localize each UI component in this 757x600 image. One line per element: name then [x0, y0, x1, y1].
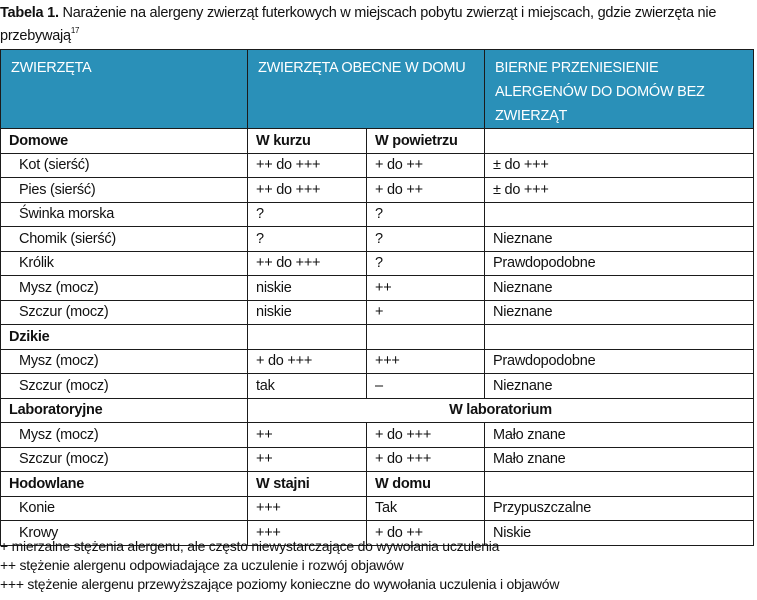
animal-cell: Pies (sierść)	[1, 178, 248, 203]
animal-cell: Kot (sierść)	[1, 153, 248, 178]
value-cell: ++	[248, 447, 367, 472]
value-cell: ++ do +++	[248, 178, 367, 203]
value-cell: ?	[367, 202, 485, 227]
subheader-cell	[485, 472, 754, 497]
animal-cell: Konie	[1, 496, 248, 521]
value-cell: + do +++	[367, 423, 485, 448]
transfer-cell: Przypuszczalne	[485, 496, 754, 521]
value-cell: +++	[367, 349, 485, 374]
table-row	[1, 276, 754, 301]
transfer-cell: Niskie	[485, 521, 754, 546]
animal-cell: Szczur (mocz)	[1, 374, 248, 399]
table-row	[1, 178, 754, 203]
legend-item: + mierzalne stężenia alergenu, ale często niewystarczające do wywołania uczulenia	[0, 538, 500, 554]
value-cell: tak	[248, 374, 367, 399]
value-cell: niskie	[248, 276, 367, 301]
table-caption	[0, 2, 750, 48]
table-group-row	[1, 129, 754, 154]
table-row	[1, 496, 754, 521]
animal-cell: Szczur (mocz)	[1, 447, 248, 472]
table-row	[1, 349, 754, 374]
caption-label: Tabela 1.	[0, 5, 59, 21]
transfer-cell: Nieznane	[485, 300, 754, 325]
header-animals: ZWIERZĘTA	[1, 50, 248, 129]
legend-item: +++ stężenie alergenu przewyższające poziomy konieczne do wywołania uczulenia i objawów	[0, 576, 560, 592]
transfer-cell: Prawdopodobne	[485, 349, 754, 374]
transfer-cell: Prawdopodobne	[485, 251, 754, 276]
value-cell: Tak	[367, 496, 485, 521]
value-cell: niskie	[248, 300, 367, 325]
animal-cell: Mysz (mocz)	[1, 349, 248, 374]
transfer-cell: Nieznane	[485, 374, 754, 399]
value-cell: ?	[367, 227, 485, 252]
subheader-cell: W kurzu	[248, 129, 367, 154]
animal-cell: Szczur (mocz)	[1, 300, 248, 325]
value-cell: ++ do +++	[248, 153, 367, 178]
subheader-cell	[485, 325, 754, 350]
table-group-row	[1, 398, 754, 423]
legend-item: ++ stężenie alergenu odpowiadające za uczulenie i rozwój objawów	[0, 557, 404, 573]
value-cell: +	[367, 300, 485, 325]
value-cell: –	[367, 374, 485, 399]
table-group-row	[1, 472, 754, 497]
group-label-cell: Hodowlane	[1, 472, 248, 497]
transfer-cell: Nieznane	[485, 276, 754, 301]
value-cell: ?	[248, 227, 367, 252]
transfer-cell	[485, 202, 754, 227]
table-row	[1, 227, 754, 252]
transfer-cell: Mało znane	[485, 423, 754, 448]
animal-cell: Chomik (sierść)	[1, 227, 248, 252]
table-row	[1, 374, 754, 399]
group-label-cell: Dzikie	[1, 325, 248, 350]
subheader-cell	[485, 129, 754, 154]
group-label-cell: Laboratoryjne	[1, 398, 248, 423]
table-row	[1, 447, 754, 472]
header-present-in-home: ZWIERZĘTA OBECNE W DOMU	[248, 50, 485, 129]
animal-cell: Mysz (mocz)	[1, 423, 248, 448]
table-group-row	[1, 325, 754, 350]
transfer-cell: ± do +++	[485, 153, 754, 178]
value-cell: +++	[248, 521, 367, 546]
subheader-cell	[367, 325, 485, 350]
value-cell: + do ++	[367, 178, 485, 203]
subheader-cell: W domu	[367, 472, 485, 497]
group-span-cell: W laboratorium	[248, 398, 754, 423]
group-label-cell: Domowe	[1, 129, 248, 154]
table-row	[1, 251, 754, 276]
table-header-row	[1, 50, 754, 129]
subheader-cell: W stajni	[248, 472, 367, 497]
animal-cell: Krowy	[1, 521, 248, 546]
table-row	[1, 300, 754, 325]
table-row	[1, 202, 754, 227]
animal-cell: Królik	[1, 251, 248, 276]
subheader-cell: W powietrzu	[367, 129, 485, 154]
value-cell: ?	[248, 202, 367, 227]
value-cell: + do ++	[367, 521, 485, 546]
caption-text: Narażenie na alergeny zwierząt futerkowych w miejscach pobytu zwierząt i miejscach, gdzie zwierzęta nie przebywają	[0, 5, 717, 44]
header-passive-transfer: BIERNE PRZENIESIENIE ALERGENÓW DO DOMÓW BEZ ZWIERZĄT	[485, 50, 754, 129]
value-cell: + do ++	[367, 153, 485, 178]
value-cell: + do +++	[367, 447, 485, 472]
allergen-table	[0, 49, 754, 546]
animal-cell: Mysz (mocz)	[1, 276, 248, 301]
value-cell: ++ do +++	[248, 251, 367, 276]
value-cell: ++	[248, 423, 367, 448]
caption-reference: 17	[70, 26, 80, 35]
value-cell: + do +++	[248, 349, 367, 374]
transfer-cell: Nieznane	[485, 227, 754, 252]
table-row	[1, 153, 754, 178]
table-row	[1, 423, 754, 448]
transfer-cell: Mało znane	[485, 447, 754, 472]
value-cell: +++	[248, 496, 367, 521]
animal-cell: Świnka morska	[1, 202, 248, 227]
value-cell: ++	[367, 276, 485, 301]
table-body	[1, 129, 754, 546]
transfer-cell: ± do +++	[485, 178, 754, 203]
subheader-cell	[248, 325, 367, 350]
value-cell: ?	[367, 251, 485, 276]
legend	[0, 537, 559, 594]
